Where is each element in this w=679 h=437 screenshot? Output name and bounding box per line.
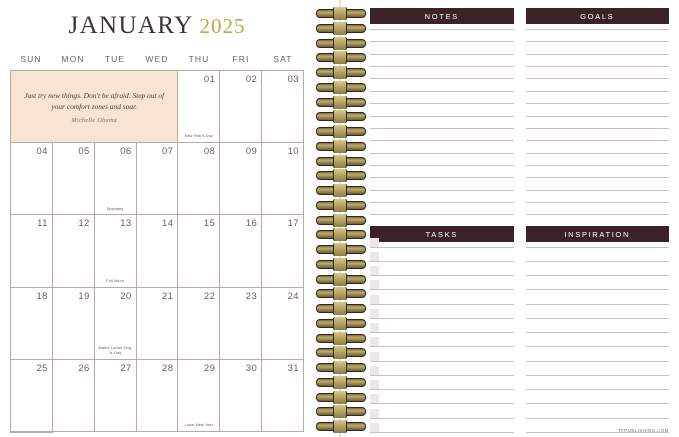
panel-notes — [370, 8, 514, 216]
weekday-label-thu: THU — [188, 54, 210, 64]
task-row[interactable] — [370, 261, 514, 262]
spiral-wire — [316, 260, 366, 269]
calendar-grid — [10, 70, 304, 433]
writing-line[interactable] — [526, 78, 670, 79]
inspiration-lines[interactable] — [526, 242, 670, 434]
day-cell-25[interactable] — [11, 360, 53, 432]
spiral-coil — [316, 50, 364, 63]
writing-line[interactable] — [526, 389, 670, 390]
day-number: 17 — [287, 218, 299, 230]
checkbox[interactable] — [370, 323, 379, 332]
writing-line[interactable] — [526, 318, 670, 319]
spiral-wire — [316, 112, 366, 121]
day-number: 21 — [162, 290, 174, 302]
spiral-coil — [316, 139, 364, 152]
day-number: 28 — [162, 362, 174, 374]
spiral-coil — [316, 375, 364, 388]
spiral-coil — [316, 360, 364, 373]
spiral-coil — [316, 301, 364, 314]
day-cell-22[interactable] — [178, 288, 220, 360]
day-number: 20 — [120, 290, 132, 302]
spiral-wire — [316, 422, 366, 431]
quote-block — [11, 71, 178, 143]
task-row[interactable] — [370, 432, 514, 433]
day-cell-16[interactable] — [220, 215, 262, 287]
spiral-wire — [316, 83, 366, 92]
month-header — [10, 6, 304, 48]
writing-line[interactable] — [526, 332, 670, 333]
writing-line[interactable] — [370, 103, 514, 104]
checkbox[interactable] — [370, 309, 379, 318]
day-cell-15[interactable] — [178, 215, 220, 287]
day-cell-18[interactable] — [11, 288, 53, 360]
day-number: 24 — [287, 290, 299, 302]
day-number: 16 — [245, 218, 258, 230]
writing-line[interactable] — [370, 202, 514, 203]
writing-line[interactable] — [370, 66, 514, 67]
spiral-wire — [316, 407, 366, 416]
writing-line[interactable] — [526, 103, 670, 104]
day-cell-08[interactable] — [178, 143, 220, 215]
checkbox[interactable] — [370, 409, 379, 418]
checkbox[interactable] — [370, 423, 379, 432]
panel-inspiration — [526, 226, 670, 434]
writing-line[interactable] — [526, 41, 670, 42]
day-cell-13[interactable] — [95, 215, 137, 287]
spiral-coil — [316, 95, 364, 108]
day-cell-21[interactable] — [137, 288, 179, 360]
day-number: 14 — [162, 218, 174, 230]
spiral-wire — [316, 378, 366, 387]
spiral-coil — [316, 21, 364, 34]
day-cell-02[interactable] — [220, 71, 262, 143]
task-row[interactable] — [370, 247, 514, 248]
writing-line[interactable] — [370, 91, 514, 92]
spiral-wire — [316, 245, 366, 254]
spiral-wire — [316, 304, 366, 313]
task-row[interactable] — [370, 289, 514, 290]
task-row[interactable] — [370, 418, 514, 419]
task-row[interactable] — [370, 332, 514, 333]
task-row[interactable] — [370, 403, 514, 404]
day-number: 31 — [287, 362, 299, 374]
spiral-wire — [316, 319, 366, 328]
spiral-wire — [316, 9, 366, 18]
day-cell-27[interactable] — [95, 360, 137, 432]
day-cell-26[interactable] — [53, 360, 95, 432]
spiral-coil — [316, 272, 364, 285]
writing-line[interactable] — [526, 128, 670, 129]
day-cell-10[interactable] — [262, 143, 304, 215]
day-holiday: Full Moon — [106, 278, 124, 283]
writing-line[interactable] — [526, 289, 670, 290]
day-number: 08 — [203, 146, 216, 158]
day-number: 23 — [245, 290, 258, 302]
writing-line[interactable] — [526, 247, 670, 248]
month-name: JANUARY — [68, 12, 194, 39]
task-row[interactable] — [370, 304, 514, 305]
panel-title-notes: NOTES — [370, 8, 514, 24]
writing-line[interactable] — [526, 403, 670, 404]
notes-page — [368, 0, 679, 437]
day-number: 05 — [78, 146, 90, 158]
writing-line[interactable] — [526, 361, 670, 362]
day-number: 09 — [245, 146, 258, 158]
spiral-coil — [316, 257, 364, 270]
spiral-wire — [316, 334, 366, 343]
weekday-label-tue: TUE — [104, 54, 126, 64]
writing-line[interactable] — [370, 116, 514, 117]
weekday-header-row — [10, 48, 304, 70]
day-holiday: New Year's Day — [184, 134, 213, 139]
spiral-wire — [316, 289, 366, 298]
day-holiday: Epiphany — [106, 206, 124, 211]
footer-brand: TFPUBLISHING.COM — [617, 428, 669, 433]
writing-line[interactable] — [526, 153, 670, 154]
spiral-wire — [316, 157, 366, 166]
writing-line[interactable] — [526, 54, 670, 55]
writing-line[interactable] — [526, 261, 670, 262]
quote-text: Just try new things. Don't be afraid. Step out of your comfort zones and soar. — [24, 90, 165, 112]
panel-row-top — [370, 8, 669, 216]
day-cell-28[interactable] — [137, 360, 179, 432]
day-cell-19[interactable] — [53, 288, 95, 360]
writing-line[interactable] — [526, 346, 670, 347]
task-row[interactable] — [370, 318, 514, 319]
panel-goals — [526, 8, 670, 216]
panel-title-tasks: TASKS — [370, 226, 514, 242]
spiral-coil — [316, 168, 364, 181]
spiral-wire — [316, 127, 366, 136]
day-number: 22 — [203, 290, 216, 302]
notes-lines[interactable] — [370, 24, 514, 216]
weekday-label-sun: SUN — [20, 54, 42, 64]
spiral-wire — [316, 24, 366, 33]
writing-line[interactable] — [526, 275, 670, 276]
writing-line[interactable] — [526, 116, 670, 117]
writing-line[interactable] — [526, 418, 670, 419]
task-row[interactable] — [370, 346, 514, 347]
spiral-coil — [316, 65, 364, 78]
spiral-wire — [316, 230, 366, 239]
day-cell-empty — [11, 432, 53, 433]
panel-title-goals: GOALS — [526, 8, 670, 24]
spiral-coil — [316, 331, 364, 344]
spiral-coil — [316, 183, 364, 196]
writing-line[interactable] — [370, 190, 514, 191]
panel-row-bottom — [370, 226, 669, 434]
day-number: 27 — [120, 362, 132, 374]
task-row[interactable] — [370, 275, 514, 276]
day-number: 13 — [120, 218, 132, 230]
spiral-coil — [316, 404, 364, 417]
spiral-coil — [316, 242, 364, 255]
day-holiday: Martin Luther King Jr. Day — [98, 346, 132, 355]
day-number: 03 — [287, 74, 299, 85]
writing-line[interactable] — [370, 165, 514, 166]
spiral-coil — [316, 316, 364, 329]
spiral-wire — [316, 201, 366, 210]
writing-line[interactable] — [370, 29, 514, 30]
spiral-coil — [316, 345, 364, 358]
day-cell-04[interactable] — [11, 143, 53, 215]
spiral-wire — [316, 171, 366, 180]
checkbox[interactable] — [370, 252, 379, 261]
spiral-wire — [316, 142, 366, 151]
quote-author: Michelle Obama — [71, 116, 118, 124]
writing-line[interactable] — [370, 140, 514, 141]
writing-line[interactable] — [370, 54, 514, 55]
checkbox[interactable] — [370, 352, 379, 361]
day-number: 25 — [36, 362, 48, 374]
day-number: 02 — [245, 74, 258, 85]
checkbox[interactable] — [370, 394, 379, 403]
day-cell-29[interactable] — [178, 360, 220, 432]
writing-line[interactable] — [370, 41, 514, 42]
spiral-wire — [316, 39, 366, 48]
writing-line[interactable] — [370, 177, 514, 178]
month-year: 2025 — [199, 14, 246, 38]
monthly-calendar-page — [0, 0, 312, 437]
weekday-label-wed: WED — [145, 54, 169, 64]
day-cell-07[interactable] — [137, 143, 179, 215]
spiral-coil — [316, 36, 364, 49]
spiral-coil — [316, 419, 364, 432]
day-cell-11[interactable] — [11, 215, 53, 287]
checkbox[interactable] — [370, 266, 379, 275]
spiral-coil — [316, 154, 364, 167]
spiral-wire — [316, 275, 366, 284]
checkbox[interactable] — [370, 238, 379, 247]
goals-lines[interactable] — [526, 24, 670, 216]
day-holiday: Lunar New Year — [184, 423, 214, 428]
day-cell-30[interactable] — [220, 360, 262, 432]
day-cell-12[interactable] — [53, 215, 95, 287]
spiral-wire — [316, 393, 366, 402]
task-row[interactable] — [370, 389, 514, 390]
checkbox[interactable] — [370, 380, 379, 389]
writing-line[interactable] — [526, 375, 670, 376]
day-number: 29 — [203, 362, 216, 374]
tasks-lines[interactable] — [370, 242, 514, 434]
day-number: 04 — [36, 146, 48, 158]
day-number: 07 — [162, 146, 174, 158]
writing-line[interactable] — [526, 304, 670, 305]
spiral-coil — [316, 390, 364, 403]
writing-line[interactable] — [370, 214, 514, 215]
spiral-wire — [316, 53, 366, 62]
writing-line[interactable] — [526, 177, 670, 178]
day-number: 06 — [120, 146, 132, 158]
panel-tasks — [370, 226, 514, 434]
checkbox[interactable] — [370, 366, 379, 375]
spiral-wire — [316, 68, 366, 77]
writing-line[interactable] — [370, 153, 514, 154]
spiral-wire — [316, 348, 366, 357]
spiral-coil — [316, 286, 364, 299]
day-cell-06[interactable] — [95, 143, 137, 215]
day-number: 19 — [78, 290, 90, 302]
day-cell-31[interactable] — [262, 360, 304, 432]
spiral-coil — [316, 6, 364, 19]
writing-line[interactable] — [526, 190, 670, 191]
day-number: 26 — [78, 362, 90, 374]
task-row[interactable] — [370, 361, 514, 362]
writing-line[interactable] — [370, 78, 514, 79]
weekday-label-fri: FRI — [232, 54, 250, 64]
day-cell-01[interactable] — [178, 71, 220, 143]
spiral-coil — [316, 124, 364, 137]
day-number: 01 — [203, 74, 216, 85]
day-number: 12 — [78, 218, 90, 230]
day-cell-14[interactable] — [137, 215, 179, 287]
writing-line[interactable] — [526, 202, 670, 203]
day-number: 15 — [203, 218, 216, 230]
writing-line[interactable] — [526, 91, 670, 92]
checkbox[interactable] — [370, 337, 379, 346]
day-number: 30 — [245, 362, 258, 374]
spiral-coil — [316, 109, 364, 122]
day-number: 11 — [37, 218, 48, 230]
day-cell-24[interactable] — [262, 288, 304, 360]
writing-line[interactable] — [370, 128, 514, 129]
checkbox[interactable] — [370, 280, 379, 289]
day-cell-20[interactable] — [95, 288, 137, 360]
spiral-wire — [316, 363, 366, 372]
spiral-coil — [316, 80, 364, 93]
spiral-wire — [316, 98, 366, 107]
spiral-wire — [316, 216, 366, 225]
day-cell-17[interactable] — [262, 215, 304, 287]
spiral-wire — [316, 186, 366, 195]
day-cell-05[interactable] — [53, 143, 95, 215]
day-cell-03[interactable] — [262, 71, 304, 143]
spiral-coil — [316, 213, 364, 226]
writing-line[interactable] — [526, 66, 670, 67]
weekday-label-mon: MON — [61, 54, 85, 64]
writing-line[interactable] — [526, 214, 670, 215]
day-number: 10 — [287, 146, 299, 158]
day-number: 18 — [36, 290, 48, 302]
spiral-coil — [316, 198, 364, 211]
writing-line[interactable] — [526, 29, 670, 30]
spiral-coil — [316, 227, 364, 240]
weekday-label-sat: SAT — [273, 54, 293, 64]
panel-title-inspiration: INSPIRATION — [526, 226, 670, 242]
day-cell-23[interactable] — [220, 288, 262, 360]
checkbox[interactable] — [370, 295, 379, 304]
writing-line[interactable] — [526, 165, 670, 166]
task-row[interactable] — [370, 375, 514, 376]
day-cell-09[interactable] — [220, 143, 262, 215]
spiral-binding — [312, 0, 368, 437]
writing-line[interactable] — [526, 140, 670, 141]
